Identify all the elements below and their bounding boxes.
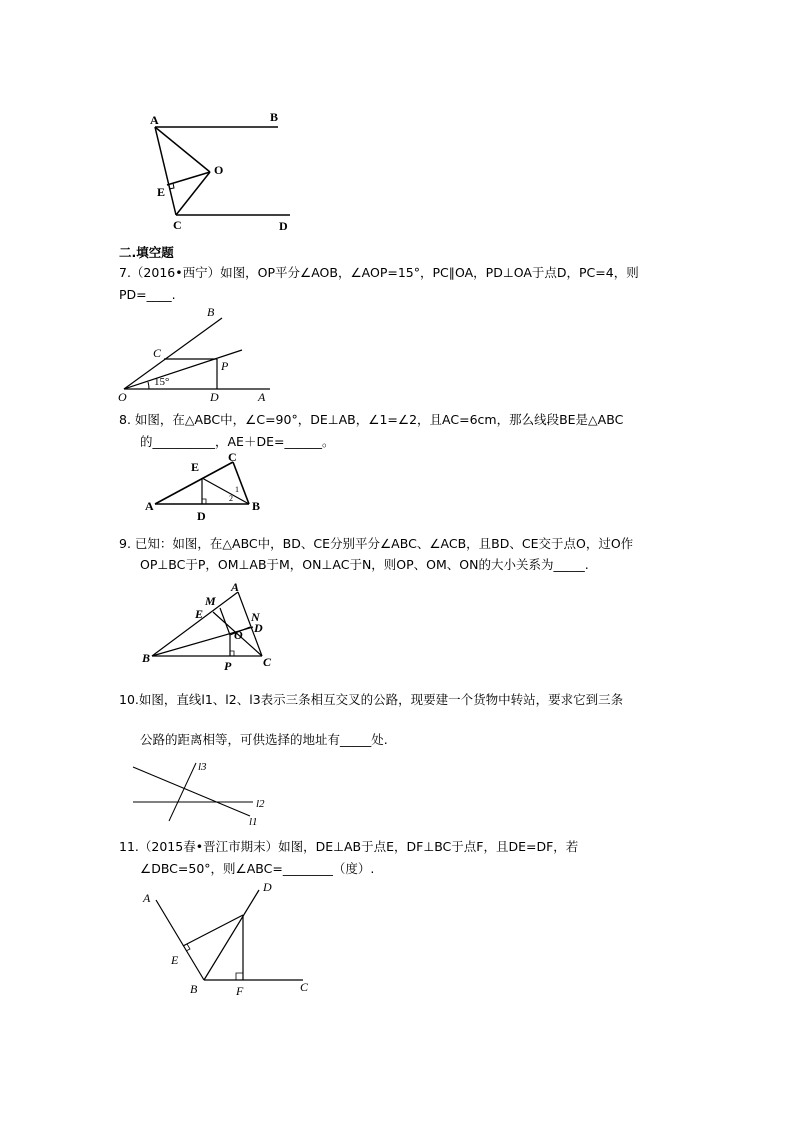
- figure-q8: [140, 450, 270, 525]
- label-c: C: [263, 655, 272, 669]
- q11-line2: ∠DBC=50°，则∠ABC=________（度）.: [140, 861, 375, 876]
- label-o: O: [118, 390, 127, 404]
- figure-q9: [140, 580, 280, 675]
- q11-line1: 11.（2015春•晋江市期末）如图，DE⊥AB于点E，DF⊥BC于点F，且DE=DF，若: [119, 839, 579, 854]
- label-p: P: [221, 359, 229, 373]
- label-p: P: [224, 659, 232, 673]
- label-m: M: [205, 594, 216, 608]
- angle-1: 1: [235, 485, 239, 494]
- q8-line1: 8. 如图，在△ABC中，∠C=90°，DE⊥AB，∠1=∠2，且AC=6cm，那么线段BE是△ABC: [119, 412, 624, 427]
- label-e: E: [191, 460, 200, 474]
- figure-q11: [138, 878, 328, 1003]
- label-c: C: [153, 346, 162, 360]
- figure-q7: [112, 302, 282, 402]
- q10-line1: 10.如图，直线l1、l2、l3表示三条相互交叉的公路，现要建一个货物中转站，要求它到三条: [119, 692, 624, 707]
- label-f: F: [236, 984, 244, 998]
- label-e: E: [171, 953, 179, 967]
- label-a: A: [145, 499, 154, 513]
- section-title: 二.填空题: [119, 245, 174, 260]
- label-b: B: [190, 982, 198, 996]
- label-e: E: [157, 185, 166, 199]
- label-a: A: [258, 390, 266, 404]
- label-l2: l2: [256, 798, 265, 810]
- label-c: C: [173, 218, 182, 232]
- label-o: O: [214, 163, 224, 177]
- q10-line2: 公路的距离相等，可供选择的地址有_____处.: [140, 732, 388, 747]
- label-e: E: [195, 607, 204, 621]
- label-n: N: [251, 610, 260, 624]
- label-a: A: [150, 113, 159, 127]
- q9-line1: 9. 已知：如图，在△ABC中，BD、CE分别平分∠ABC、∠ACB，且BD、CE交于点O，过O作: [119, 536, 634, 551]
- angle-2: 2: [229, 494, 233, 503]
- label-c: C: [228, 450, 237, 464]
- angle-label: 15°: [154, 376, 170, 388]
- label-a: A: [143, 891, 151, 905]
- label-b: B: [207, 305, 215, 319]
- label-d: D: [279, 219, 288, 233]
- label-l3: l3: [198, 761, 207, 773]
- label-c: C: [300, 980, 309, 994]
- figure-parallel-lines-aob: [140, 105, 310, 235]
- q7-line1: 7.（2016•西宁）如图，OP平分∠AOB，∠AOP=15°，PC∥OA，PD⊥OA于点D，PC=4，则: [119, 265, 639, 280]
- q8-line2: 的__________，AE＋DE=______。: [140, 434, 335, 449]
- label-d: D: [210, 390, 219, 404]
- label-l1: l1: [249, 816, 258, 828]
- label-a: A: [231, 580, 240, 594]
- q7-line2: PD=____.: [119, 287, 176, 302]
- label-o: O: [234, 628, 243, 642]
- label-d: D: [254, 621, 263, 635]
- label-b: B: [270, 110, 279, 124]
- figure-q10: [130, 755, 280, 830]
- label-b: B: [252, 499, 261, 513]
- q9-line2: OP⊥BC于P，OM⊥AB于M，ON⊥AC于N，则OP、OM、ON的大小关系为_____.: [140, 557, 589, 572]
- label-d: D: [197, 509, 206, 523]
- label-b: B: [142, 651, 151, 665]
- label-d: D: [263, 880, 272, 894]
